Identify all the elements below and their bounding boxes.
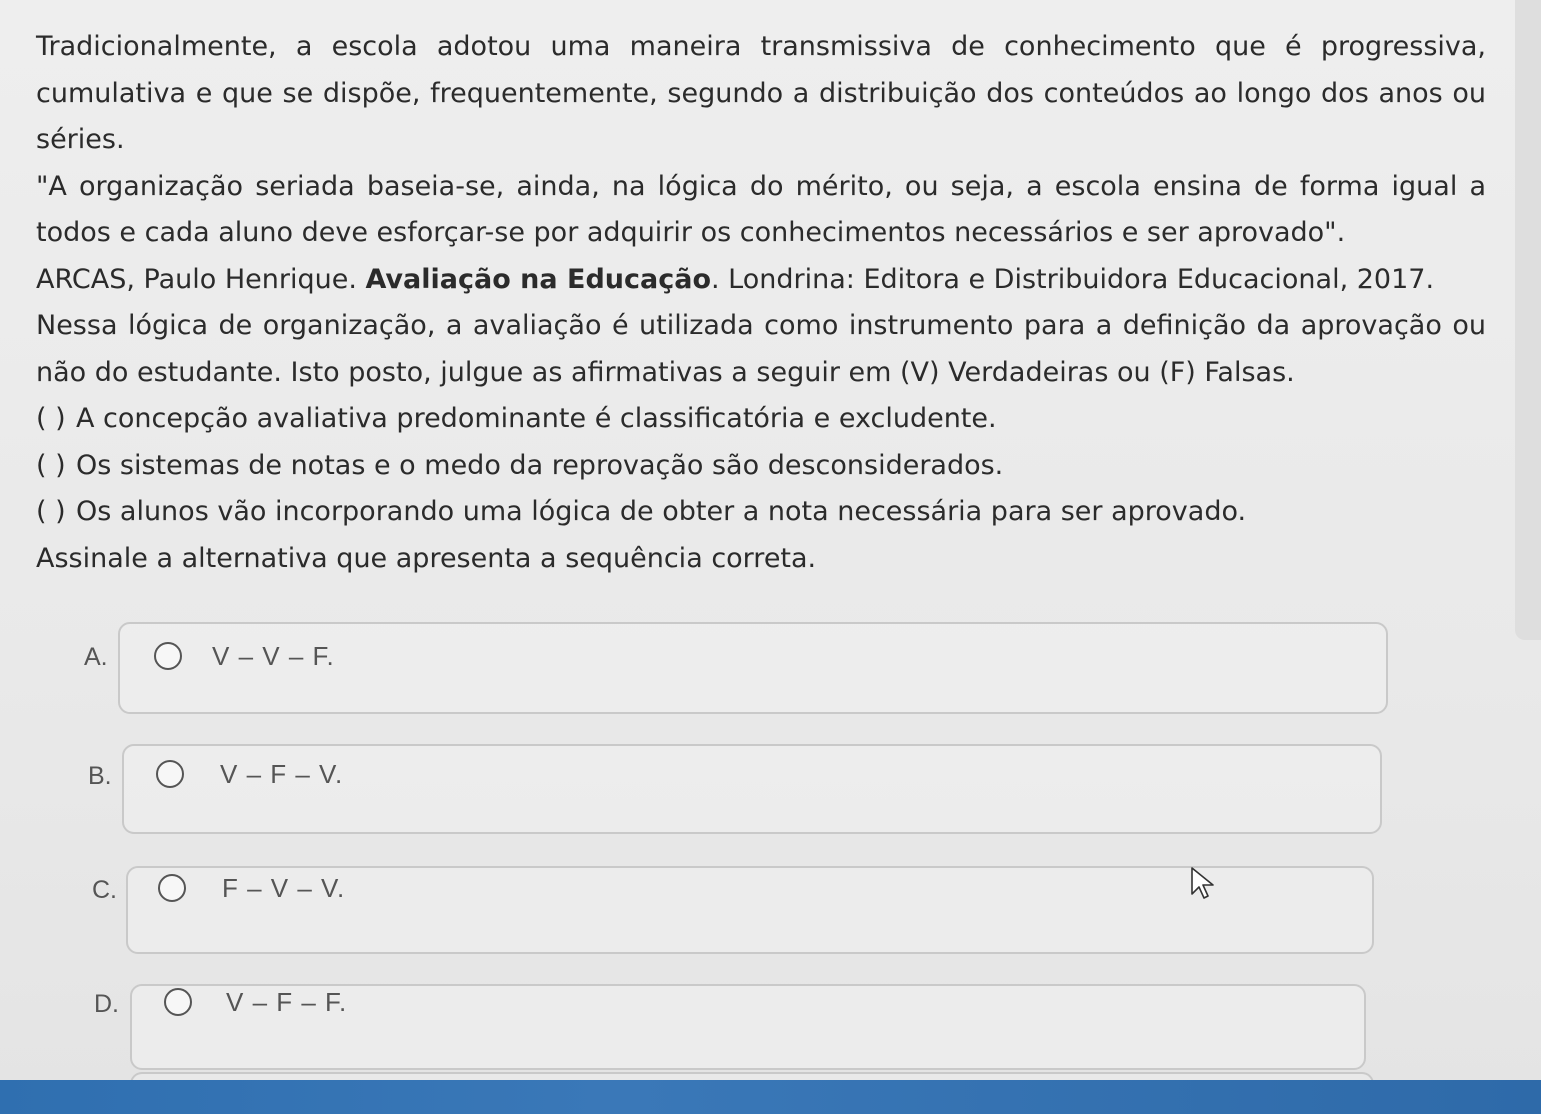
option-b-radio-icon[interactable] (156, 760, 184, 788)
option-b-letter: B. (88, 762, 112, 790)
option-c-text: F – V – V. (222, 873, 346, 903)
option-d-text: V – F – F. (226, 987, 348, 1017)
statement-1-paren: ( ) (36, 403, 66, 434)
option-b-button[interactable] (122, 744, 1382, 834)
reference-rest: . Londrina: Editora e Distribuidora Educacional, 2017. (711, 263, 1435, 295)
question-prompt: Assinale a alternativa que apresenta a sequência correta. (36, 542, 817, 574)
statement-3-paren: ( ) (36, 496, 66, 527)
statement-2-paren: ( ) (36, 449, 66, 481)
statement-1-text: A concepção avaliativa predominante é classificatória e excludente. (76, 403, 997, 434)
option-a-button[interactable] (118, 622, 1388, 714)
question-quote: "A organização seriada baseia-se, ainda, na lógica do mérito, ou seja, a escola ensina de forma igual a todos e cada aluno deve esforçar-se por adquirir os conhecimentos necessários e ser aprovado". (36, 170, 1486, 248)
scrollbar[interactable] (1515, 0, 1541, 640)
option-d-letter: D. (94, 990, 119, 1018)
option-d-radio-icon[interactable] (164, 988, 192, 1016)
question-context: Nessa lógica de organização, a avaliação é utilizada como instrumento para a definição da aprovação ou não do estudante. Isto posto, julgue as afirmativas a seguir em (V) Verdadeiras ou (F) Falsas. (36, 310, 1486, 388)
option-d-button[interactable] (130, 984, 1366, 1070)
option-c-letter: C. (92, 876, 117, 904)
option-a-radio-icon[interactable] (154, 642, 182, 670)
statement-2-text: Os sistemas de notas e o medo da reprovação são desconsiderados. (76, 449, 1004, 481)
option-a-letter: A. (84, 643, 108, 671)
statement-3-text: Os alunos vão incorporando uma lógica de obter a nota necessária para ser aprovado. (76, 496, 1247, 527)
taskbar (0, 1080, 1541, 1114)
reference-author: ARCAS, Paulo Henrique. (36, 263, 366, 295)
option-b-text: V – F – V. (220, 759, 344, 789)
option-c-radio-icon[interactable] (158, 874, 186, 902)
mouse-pointer-icon (1190, 866, 1220, 900)
option-c-button[interactable] (126, 866, 1374, 954)
question-intro: Tradicionalmente, a escola adotou uma maneira transmissiva de conhecimento que é progressiva, cumulativa e que se dispõe, frequentemente, segundo a distribuição dos conteúdos ao longo dos anos ou séries. (36, 31, 1486, 155)
option-a-text: V – V – F. (212, 641, 335, 671)
reference-title: Avaliação na Educação (365, 263, 711, 295)
